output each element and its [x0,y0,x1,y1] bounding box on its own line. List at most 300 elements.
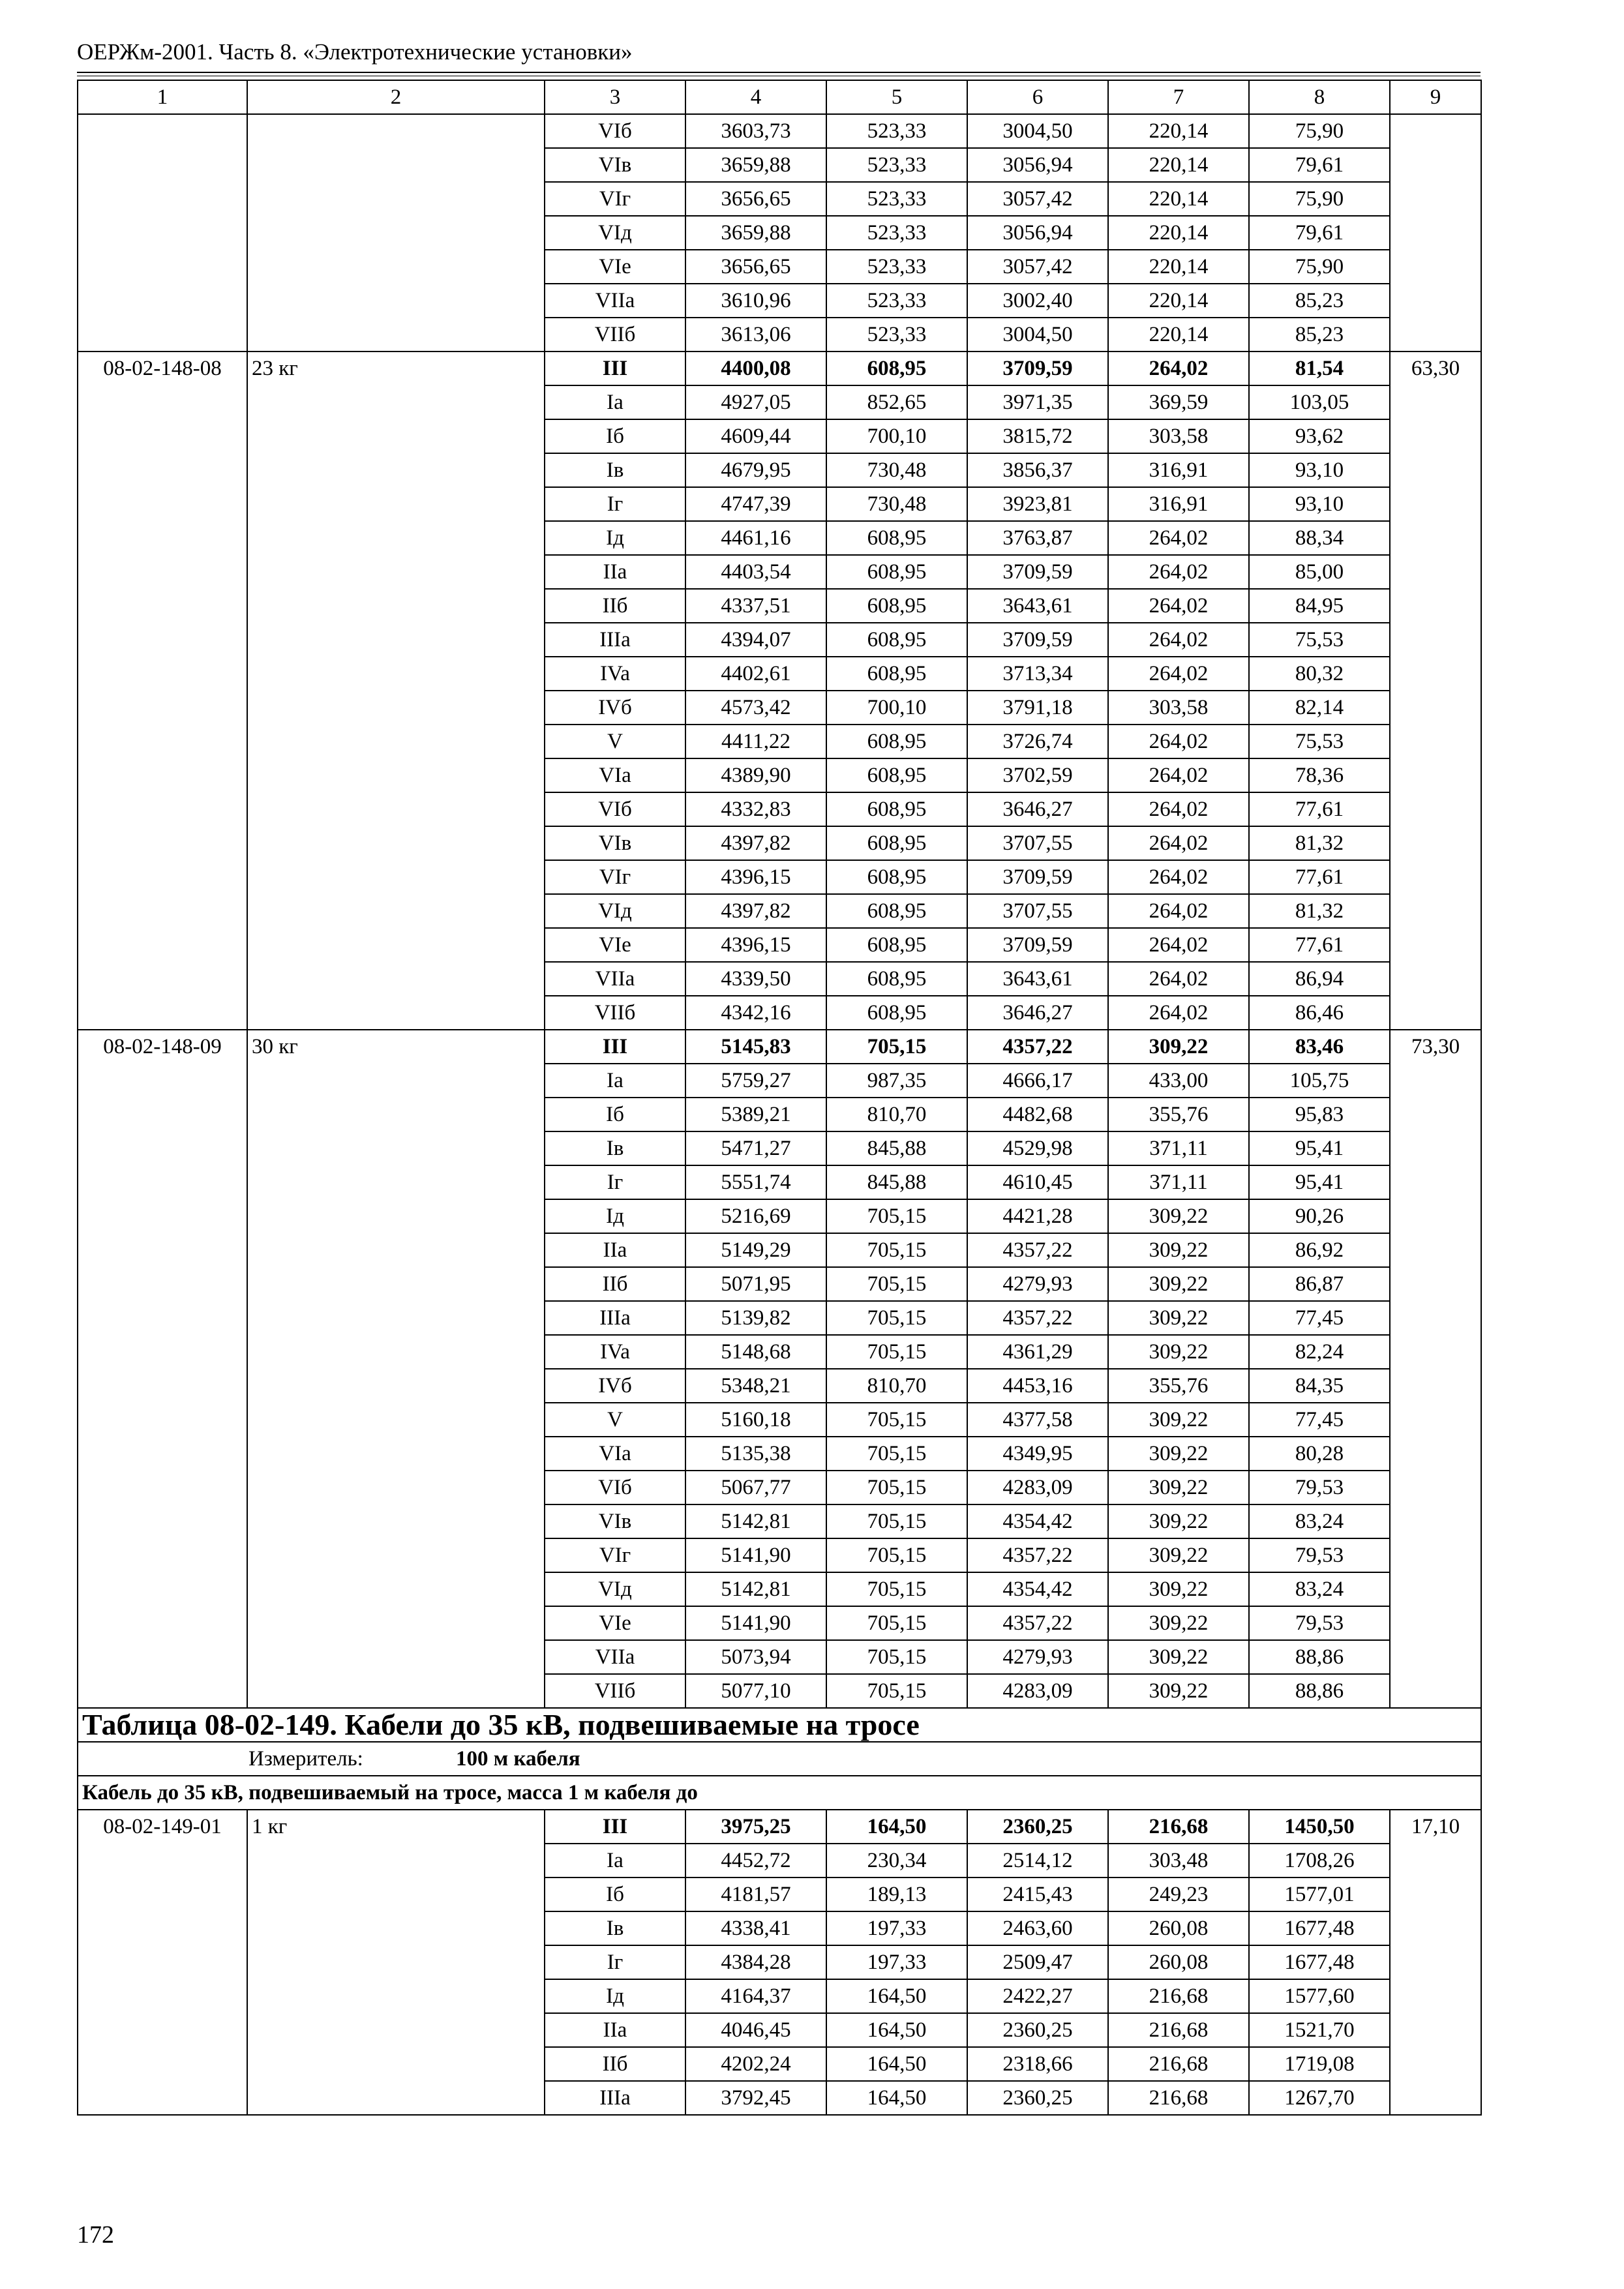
column-number: 8 [1249,80,1390,114]
machine-cost-cell: 3709,59 [967,860,1108,894]
total-cost-cell: 5759,27 [685,1064,826,1098]
machine-cost-cell: 3709,59 [967,928,1108,962]
material-cost-cell: 1677,48 [1249,1911,1390,1945]
machine-cost-cell: 4357,22 [967,1538,1108,1572]
total-cost-cell: 4609,44 [685,419,826,453]
price-zone-cell: VIIa [545,962,685,996]
wage-cell: 197,33 [826,1945,967,1979]
price-zone-cell: Iв [545,1911,685,1945]
machinist-wage-cell: 260,08 [1108,1911,1249,1945]
total-cost-cell: 3603,73 [685,114,826,148]
total-cost-cell: 4046,45 [685,2013,826,2047]
price-zone-cell: VIe [545,250,685,284]
total-cost-cell: 5142,81 [685,1572,826,1606]
machinist-wage-cell: 309,22 [1108,1030,1249,1064]
material-cost-cell: 86,46 [1249,996,1390,1030]
material-cost-cell: 79,53 [1249,1538,1390,1572]
wage-cell: 705,15 [826,1403,967,1437]
machinist-wage-cell: 220,14 [1108,216,1249,250]
total-cost-cell: 3659,88 [685,216,826,250]
material-cost-cell: 103,05 [1249,385,1390,419]
material-cost-cell: 81,32 [1249,826,1390,860]
wage-cell: 523,33 [826,114,967,148]
total-cost-cell: 5160,18 [685,1403,826,1437]
wage-cell: 608,95 [826,860,967,894]
wage-cell: 705,15 [826,1335,967,1369]
norm-name-cell: 23 кг [247,352,545,1030]
price-zone-cell: IVa [545,1335,685,1369]
total-cost-cell: 4342,16 [685,996,826,1030]
material-cost-cell: 1719,08 [1249,2047,1390,2081]
price-zone-cell: Iг [545,1945,685,1979]
wage-cell: 705,15 [826,1233,967,1267]
wage-cell: 810,70 [826,1369,967,1403]
total-cost-cell: 5073,94 [685,1640,826,1674]
material-cost-cell: 81,54 [1249,352,1390,385]
machine-cost-cell: 4453,16 [967,1369,1108,1403]
price-zone-cell: IIa [545,555,685,589]
wage-cell: 608,95 [826,623,967,657]
wage-cell: 164,50 [826,2013,967,2047]
machinist-wage-cell: 309,22 [1108,1335,1249,1369]
material-cost-cell: 85,23 [1249,284,1390,318]
price-zone-cell: VIв [545,826,685,860]
price-zone-cell: VIa [545,758,685,792]
machine-cost-cell: 2318,66 [967,2047,1108,2081]
total-cost-cell: 4339,50 [685,962,826,996]
wage-cell: 845,88 [826,1131,967,1165]
wage-cell: 705,15 [826,1030,967,1064]
wage-cell: 523,33 [826,216,967,250]
material-cost-cell: 80,32 [1249,657,1390,691]
material-cost-cell: 79,61 [1249,148,1390,182]
table-row [78,114,1481,148]
machine-cost-cell: 4357,22 [967,1030,1108,1064]
wage-cell: 705,15 [826,1471,967,1504]
material-cost-cell: 93,10 [1249,487,1390,521]
price-zone-cell: VIв [545,148,685,182]
wage-cell: 705,15 [826,1674,967,1708]
material-cost-cell: 80,28 [1249,1437,1390,1471]
material-cost-cell: 77,45 [1249,1301,1390,1335]
total-cost-cell: 3610,96 [685,284,826,318]
price-zone-cell: V [545,725,685,758]
total-cost-cell: 5389,21 [685,1098,826,1131]
machinist-wage-cell: 264,02 [1108,860,1249,894]
total-cost-cell: 4337,51 [685,589,826,623]
machine-cost-cell: 2509,47 [967,1945,1108,1979]
price-zone-cell: IIa [545,2013,685,2047]
material-cost-cell: 88,86 [1249,1640,1390,1674]
material-cost-cell: 88,34 [1249,521,1390,555]
machine-cost-cell: 3856,37 [967,453,1108,487]
empty-name-cell [247,114,545,352]
machine-cost-cell: 4354,42 [967,1504,1108,1538]
machine-cost-cell: 3643,61 [967,962,1108,996]
price-zone-cell: VIг [545,860,685,894]
machine-cost-cell: 4377,58 [967,1403,1108,1437]
price-zone-cell: Ia [545,1844,685,1878]
price-zone-cell: IIIa [545,623,685,657]
price-zone-cell: Iд [545,1199,685,1233]
machinist-wage-cell: 264,02 [1108,623,1249,657]
machine-cost-cell: 3057,42 [967,250,1108,284]
price-zone-cell: IIб [545,1267,685,1301]
wage-cell: 230,34 [826,1844,967,1878]
total-cost-cell: 4338,41 [685,1911,826,1945]
material-cost-cell: 77,61 [1249,792,1390,826]
machine-cost-cell: 4357,22 [967,1233,1108,1267]
machine-cost-cell: 3709,59 [967,623,1108,657]
material-cost-cell: 82,24 [1249,1335,1390,1369]
machinist-wage-cell: 309,22 [1108,1301,1249,1335]
total-cost-cell: 4403,54 [685,555,826,589]
wage-cell: 730,48 [826,487,967,521]
price-zone-cell: IIIa [545,1301,685,1335]
price-zone-cell: VIe [545,928,685,962]
machine-cost-cell: 3056,94 [967,216,1108,250]
material-cost-cell: 77,61 [1249,860,1390,894]
total-cost-cell: 3656,65 [685,182,826,216]
price-zone-cell: VIд [545,1572,685,1606]
price-zone-cell: VIб [545,114,685,148]
machine-cost-cell: 4421,28 [967,1199,1108,1233]
price-zone-cell: Iв [545,1131,685,1165]
material-cost-cell: 1577,01 [1249,1878,1390,1911]
wage-cell: 730,48 [826,453,967,487]
measure-value: 100 м кабеля [456,1747,580,1771]
total-cost-cell: 4573,42 [685,691,826,725]
machinist-wage-cell: 220,14 [1108,284,1249,318]
wage-cell: 523,33 [826,250,967,284]
wage-cell: 700,10 [826,419,967,453]
total-cost-cell: 4384,28 [685,1945,826,1979]
machinist-wage-cell: 371,11 [1108,1165,1249,1199]
price-zone-cell: Iб [545,1098,685,1131]
machinist-wage-cell: 355,76 [1108,1098,1249,1131]
wage-cell: 705,15 [826,1538,967,1572]
price-zone-cell: VIд [545,216,685,250]
wage-cell: 164,50 [826,1979,967,2013]
material-cost-cell: 1708,26 [1249,1844,1390,1878]
total-cost-cell: 4164,37 [685,1979,826,2013]
price-zone-cell: VIб [545,792,685,826]
total-cost-cell: 4396,15 [685,860,826,894]
measure-label: Измеритель: [248,1747,363,1771]
machinist-wage-cell: 220,14 [1108,114,1249,148]
wage-cell: 700,10 [826,691,967,725]
machine-cost-cell: 3713,34 [967,657,1108,691]
wage-cell: 189,13 [826,1878,967,1911]
price-zone-cell: Iб [545,1878,685,1911]
machinist-wage-cell: 309,22 [1108,1233,1249,1267]
machinist-wage-cell: 309,22 [1108,1504,1249,1538]
machinist-wage-cell: 369,59 [1108,385,1249,419]
material-cost-cell: 105,75 [1249,1064,1390,1098]
total-cost-cell: 4411,22 [685,725,826,758]
wage-cell: 705,15 [826,1572,967,1606]
total-cost-cell: 5077,10 [685,1674,826,1708]
machine-cost-cell: 2463,60 [967,1911,1108,1945]
price-zone-cell: III [545,1030,685,1064]
machine-cost-cell: 3056,94 [967,148,1108,182]
machinist-wage-cell: 264,02 [1108,962,1249,996]
material-cost-cell: 83,46 [1249,1030,1390,1064]
machinist-wage-cell: 220,14 [1108,250,1249,284]
table-title: Таблица 08-02-149. Кабели до 35 кВ, подвешиваемые на тросе [78,1708,1481,1742]
total-cost-cell: 5141,90 [685,1606,826,1640]
machinist-wage-cell: 264,02 [1108,657,1249,691]
norm-code-cell: 08-02-148-09 [78,1030,247,1708]
material-cost-cell: 85,00 [1249,555,1390,589]
machinist-wage-cell: 264,02 [1108,928,1249,962]
machine-cost-cell: 3707,55 [967,826,1108,860]
material-cost-cell: 86,92 [1249,1233,1390,1267]
machine-cost-cell: 4279,93 [967,1267,1108,1301]
column-number: 6 [967,80,1108,114]
total-cost-cell: 3792,45 [685,2081,826,2115]
machinist-wage-cell: 264,02 [1108,521,1249,555]
column-number: 3 [545,80,685,114]
norm-code-cell: 08-02-148-08 [78,352,247,1030]
machine-cost-cell: 3057,42 [967,182,1108,216]
price-zone-cell: VIв [545,1504,685,1538]
column-number-row [78,80,1481,114]
total-cost-cell: 5551,74 [685,1165,826,1199]
total-cost-cell: 4402,61 [685,657,826,691]
price-zone-cell: III [545,1810,685,1844]
wage-cell: 705,15 [826,1606,967,1640]
machinist-wage-cell: 220,14 [1108,182,1249,216]
machine-cost-cell: 3791,18 [967,691,1108,725]
machine-cost-cell: 3815,72 [967,419,1108,453]
total-cost-cell: 5142,81 [685,1504,826,1538]
machine-cost-cell: 3646,27 [967,792,1108,826]
material-cost-cell: 75,53 [1249,725,1390,758]
machine-cost-cell: 4529,98 [967,1131,1108,1165]
wage-cell: 608,95 [826,928,967,962]
empty-code-cell [78,114,247,352]
table-row [78,1810,1481,1844]
machinist-wage-cell: 264,02 [1108,826,1249,860]
price-zone-cell: Iг [545,1165,685,1199]
machinist-wage-cell: 316,91 [1108,453,1249,487]
machinist-wage-cell: 309,22 [1108,1267,1249,1301]
machine-cost-cell: 2514,12 [967,1844,1108,1878]
price-zone-cell: VIIa [545,1640,685,1674]
machinist-wage-cell: 309,22 [1108,1538,1249,1572]
total-cost-cell: 5471,27 [685,1131,826,1165]
machinist-wage-cell: 264,02 [1108,792,1249,826]
price-zone-cell: Iг [545,487,685,521]
wage-cell: 523,33 [826,148,967,182]
machine-cost-cell: 4610,45 [967,1165,1108,1199]
wage-cell: 608,95 [826,894,967,928]
material-cost-cell: 1677,48 [1249,1945,1390,1979]
material-cost-cell: 82,14 [1249,691,1390,725]
total-cost-cell: 5135,38 [685,1437,826,1471]
total-cost-cell: 4461,16 [685,521,826,555]
machinist-wage-cell: 264,02 [1108,996,1249,1030]
material-cost-cell: 79,61 [1249,216,1390,250]
total-cost-cell: 4202,24 [685,2047,826,2081]
total-cost-cell: 5149,29 [685,1233,826,1267]
machine-cost-cell: 4283,09 [967,1674,1108,1708]
total-cost-cell: 5139,82 [685,1301,826,1335]
norm-name-cell: 30 кг [247,1030,545,1708]
material-cost-cell: 95,41 [1249,1131,1390,1165]
material-cost-cell: 84,35 [1249,1369,1390,1403]
wage-cell: 845,88 [826,1165,967,1199]
wage-cell: 523,33 [826,284,967,318]
machine-cost-cell: 4666,17 [967,1064,1108,1098]
machinist-wage-cell: 264,02 [1108,758,1249,792]
total-cost-cell: 4396,15 [685,928,826,962]
material-cost-cell: 75,90 [1249,250,1390,284]
price-zone-cell: VIIб [545,1674,685,1708]
machine-cost-cell: 4482,68 [967,1098,1108,1131]
wage-cell: 164,50 [826,2081,967,2115]
wage-cell: 705,15 [826,1640,967,1674]
machinist-wage-cell: 216,68 [1108,2013,1249,2047]
machine-cost-cell: 3702,59 [967,758,1108,792]
machine-cost-cell: 4357,22 [967,1301,1108,1335]
total-cost-cell: 4332,83 [685,792,826,826]
machinist-wage-cell: 216,68 [1108,1810,1249,1844]
total-cost-cell: 4389,90 [685,758,826,792]
material-cost-cell: 78,36 [1249,758,1390,792]
section-row [78,1776,1481,1810]
wage-cell: 608,95 [826,352,967,385]
material-cost-cell: 75,90 [1249,182,1390,216]
machine-cost-cell: 3763,87 [967,521,1108,555]
price-zone-cell: VIIб [545,996,685,1030]
material-cost-cell: 77,61 [1249,928,1390,962]
labor-cost-cell: 17,10 [1390,1810,1481,2115]
machinist-wage-cell: 309,22 [1108,1403,1249,1437]
machine-cost-cell: 2360,25 [967,2013,1108,2047]
machinist-wage-cell: 316,91 [1108,487,1249,521]
machinist-wage-cell: 264,02 [1108,555,1249,589]
page-number: 172 [77,2221,114,2249]
machine-cost-cell: 4283,09 [967,1471,1108,1504]
machinist-wage-cell: 309,22 [1108,1471,1249,1504]
price-zone-cell: Ia [545,385,685,419]
wage-cell: 705,15 [826,1437,967,1471]
machine-cost-cell: 4349,95 [967,1437,1108,1471]
wage-cell: 164,50 [826,2047,967,2081]
machine-cost-cell: 2360,25 [967,2081,1108,2115]
machinist-wage-cell: 309,22 [1108,1572,1249,1606]
total-cost-cell: 5067,77 [685,1471,826,1504]
machinist-wage-cell: 220,14 [1108,148,1249,182]
price-zone-cell: VIб [545,1471,685,1504]
table-body [78,80,1481,2115]
machinist-wage-cell: 303,58 [1108,691,1249,725]
price-zone-cell: IVa [545,657,685,691]
machine-cost-cell: 2360,25 [967,1810,1108,1844]
total-cost-cell: 4181,57 [685,1878,826,1911]
material-cost-cell: 79,53 [1249,1471,1390,1504]
wage-cell: 608,95 [826,758,967,792]
machine-cost-cell: 3923,81 [967,487,1108,521]
machine-cost-cell: 3726,74 [967,725,1108,758]
machinist-wage-cell: 220,14 [1108,318,1249,352]
empty-labor-cell [1390,114,1481,352]
wage-cell: 608,95 [826,555,967,589]
measure-row [78,1742,1481,1776]
machinist-wage-cell: 264,02 [1108,894,1249,928]
machine-cost-cell: 3646,27 [967,996,1108,1030]
running-header: ОЕРЖм-2001. Часть 8. «Электротехнические установки» [77,39,633,65]
total-cost-cell: 5145,83 [685,1030,826,1064]
measure-cell [78,1742,1481,1776]
wage-cell: 608,95 [826,792,967,826]
total-cost-cell: 4927,05 [685,385,826,419]
material-cost-cell: 84,95 [1249,589,1390,623]
total-cost-cell: 4397,82 [685,894,826,928]
total-cost-cell: 4679,95 [685,453,826,487]
table-row [78,352,1481,385]
machinist-wage-cell: 309,22 [1108,1437,1249,1471]
total-cost-cell: 3659,88 [685,148,826,182]
machinist-wage-cell: 371,11 [1108,1131,1249,1165]
material-cost-cell: 83,24 [1249,1504,1390,1538]
machinist-wage-cell: 309,22 [1108,1674,1249,1708]
price-zone-cell: III [545,352,685,385]
machinist-wage-cell: 309,22 [1108,1640,1249,1674]
column-number: 9 [1390,80,1481,114]
machine-cost-cell: 2422,27 [967,1979,1108,2013]
labor-cost-cell: 63,30 [1390,352,1481,1030]
header-rule [77,72,1481,73]
price-zone-cell: Iд [545,521,685,555]
wage-cell: 705,15 [826,1301,967,1335]
price-zone-cell: VIIa [545,284,685,318]
wage-cell: 987,35 [826,1064,967,1098]
labor-cost-cell: 73,30 [1390,1030,1481,1708]
material-cost-cell: 86,87 [1249,1267,1390,1301]
machine-cost-cell: 2415,43 [967,1878,1108,1911]
section-heading: Кабель до 35 кВ, подвешиваемый на тросе, масса 1 м кабеля до [78,1776,1481,1810]
machinist-wage-cell: 260,08 [1108,1945,1249,1979]
machine-cost-cell: 3707,55 [967,894,1108,928]
wage-cell: 164,50 [826,1810,967,1844]
material-cost-cell: 90,26 [1249,1199,1390,1233]
material-cost-cell: 75,90 [1249,114,1390,148]
machine-cost-cell: 3004,50 [967,114,1108,148]
norm-code-cell: 08-02-149-01 [78,1810,247,2115]
machinist-wage-cell: 355,76 [1108,1369,1249,1403]
wage-cell: 705,15 [826,1199,967,1233]
price-zone-cell: VIa [545,1437,685,1471]
column-number: 5 [826,80,967,114]
machine-cost-cell: 3002,40 [967,284,1108,318]
material-cost-cell: 95,41 [1249,1165,1390,1199]
material-cost-cell: 93,62 [1249,419,1390,453]
total-cost-cell: 3613,06 [685,318,826,352]
material-cost-cell: 75,53 [1249,623,1390,657]
price-zone-cell: IIa [545,1233,685,1267]
wage-cell: 608,95 [826,521,967,555]
wage-cell: 523,33 [826,318,967,352]
material-cost-cell: 86,94 [1249,962,1390,996]
column-number: 2 [247,80,545,114]
material-cost-cell: 95,83 [1249,1098,1390,1131]
material-cost-cell: 1521,70 [1249,2013,1390,2047]
machinist-wage-cell: 309,22 [1108,1606,1249,1640]
price-zone-cell: IIб [545,2047,685,2081]
